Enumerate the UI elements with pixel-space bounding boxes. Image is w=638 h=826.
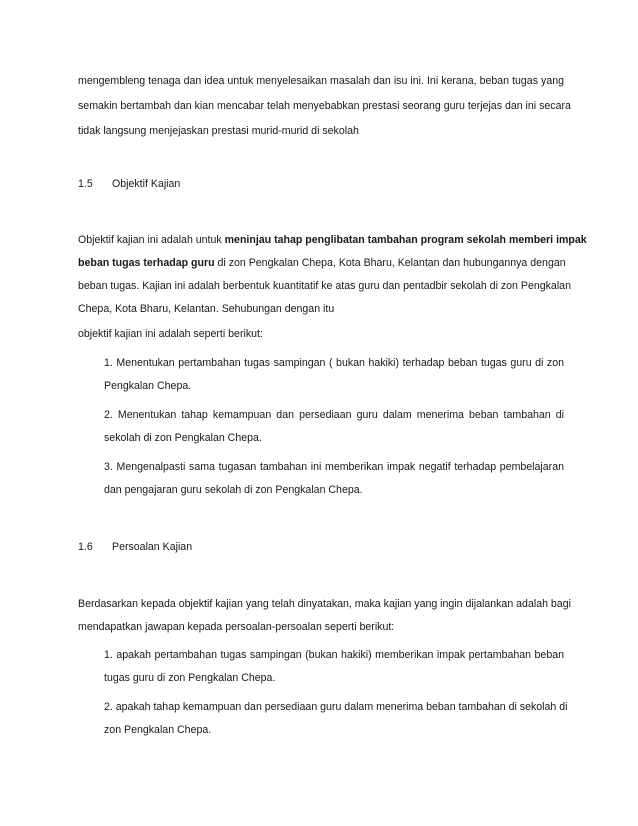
question-item-2-line-1: 2. apakah tahap kemampuan dan persediaan guru dalam menerima beban tambahan di sekolah di bbox=[104, 701, 568, 713]
section-1-6-number: 1.6 bbox=[78, 541, 93, 553]
objective-item-3-line-2: dan pengajaran guru sekolah di zon Pengkalan Chepa. bbox=[104, 484, 363, 496]
section-1-6-title: Persoalan Kajian bbox=[112, 541, 193, 553]
section-1-5-number: 1.5 bbox=[78, 178, 93, 190]
objective-text-2: di zon Pengkalan Chepa, Kota Bharu, Kelantan dan hubungannya dengan bbox=[214, 257, 566, 269]
objective-item-3-line-1: 3. Mengenalpasti sama tugasan tambahan ini memberikan impak negatif terhadap pembelajaran bbox=[104, 461, 564, 473]
objective-paragraph-line-4: Chepa, Kota Bharu, Kelantan. Sehubungan dengan itu bbox=[78, 303, 335, 315]
objective-paragraph-line-2 bbox=[78, 256, 564, 270]
objective-item-1-line-2: Pengkalan Chepa. bbox=[104, 380, 192, 392]
objective-item-1-line-1: 1. Menentukan pertambahan tugas sampingan ( bukan hakiki) terhadap beban tugas guru di zon bbox=[104, 357, 564, 369]
intro-line-3: tidak langsung menjejaskan prestasi murid-murid di sekolah bbox=[78, 125, 359, 137]
section-1-5-title: Objektif Kajian bbox=[112, 178, 181, 190]
intro-line-1: mengembleng tenaga dan idea untuk menyelesaikan masalah dan isu ini. Ini kerana, beban tugas yang bbox=[78, 75, 564, 87]
objective-bold-text-2: beban tugas terhadap guru bbox=[78, 257, 215, 269]
question-paragraph-line-1: Berdasarkan kepada objektif kajian yang telah dinyatakan, maka kajian yang ingin dijalankan adalah bagi bbox=[78, 598, 571, 610]
objective-intro-line: objektif kajian ini adalah seperti berikut: bbox=[78, 328, 263, 340]
question-item-1-line-2: tugas guru di zon Pengkalan Chepa. bbox=[104, 672, 276, 684]
objective-item-2-line-1: 2. Menentukan tahap kemampuan dan persediaan guru dalam menerima beban tambahan di bbox=[104, 409, 564, 421]
question-paragraph-line-2: mendapatkan jawapan kepada persoalan-persoalan seperti berikut: bbox=[78, 621, 395, 633]
objective-text: Objektif kajian ini adalah untuk bbox=[78, 234, 225, 246]
objective-paragraph-line-3: beban tugas. Kajian ini adalah berbentuk kuantitatif ke atas guru dan pentadbir sekolah di zon Pengkalan bbox=[78, 280, 571, 292]
objective-bold-text: meninjau tahap penglibatan tambahan program sekolah memberi impak bbox=[224, 234, 587, 246]
intro-line-2: semakin bertambah dan kian mencabar telah menyebabkan prestasi seorang guru terjejas dan ini secara bbox=[78, 100, 571, 112]
question-item-2-line-2: zon Pengkalan Chepa. bbox=[104, 724, 212, 736]
question-item-1-line-1: 1. apakah pertambahan tugas sampingan (bukan hakiki) memberikan impak pertambahan beban bbox=[104, 649, 564, 661]
objective-item-2-line-2: sekolah di zon Pengkalan Chepa. bbox=[104, 432, 262, 444]
objective-paragraph-line-1 bbox=[78, 233, 587, 247]
